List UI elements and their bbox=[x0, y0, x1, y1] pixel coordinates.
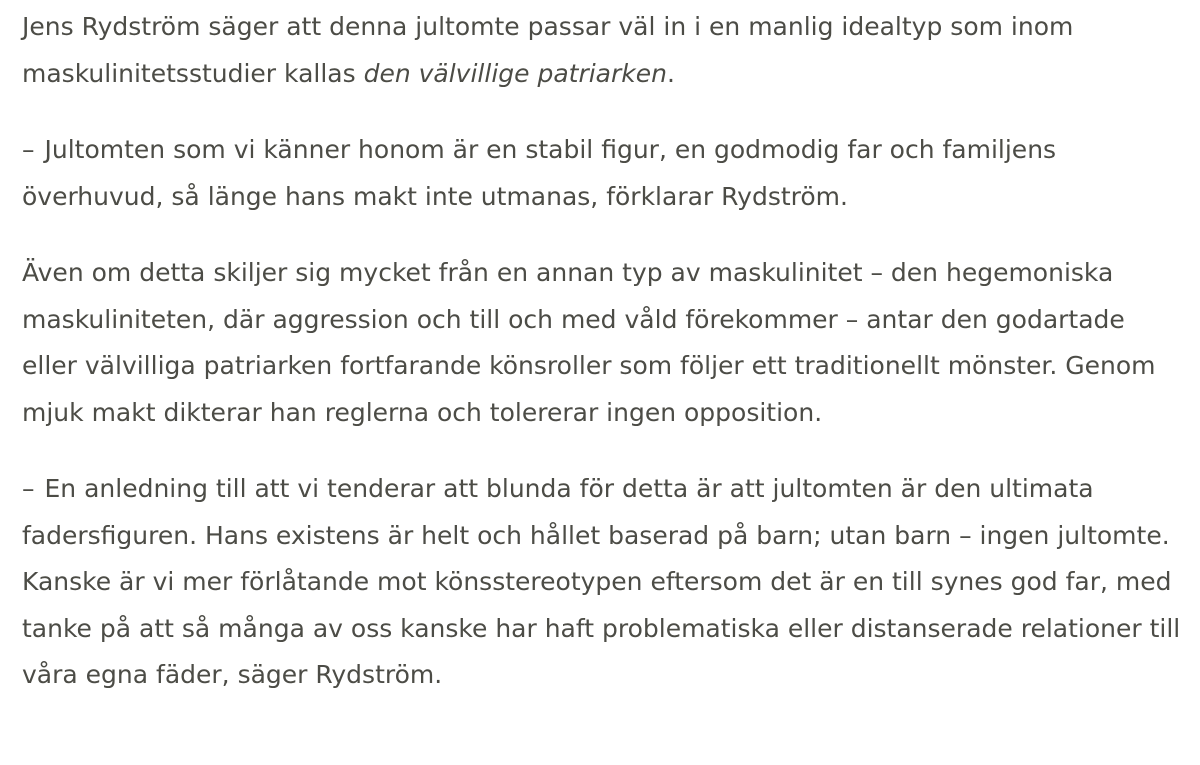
emphasis-term: den välvillige patriarken bbox=[363, 58, 667, 88]
paragraph-1-text: Jens Rydström säger att denna jultomte passar väl in i en manlig idealtyp som inom maskulinitetsstudier kallas bbox=[22, 12, 1074, 88]
paragraph-1-end: . bbox=[666, 58, 675, 88]
paragraph-2-quote bbox=[22, 127, 1182, 220]
paragraph-4-quote bbox=[22, 466, 1182, 699]
quote-dash: – bbox=[22, 135, 35, 164]
paragraph-4-text: En anledning till att vi tenderar att blunda för detta är att jultomten är den ultimata fadersfiguren. Hans existens är helt och hållet baserad på barn; utan barn – ingen jultomte. Kanske är vi mer förlåtande mot könsstereotypen eftersom det är en till synes god far, med tanke på att så många av oss kanske har haft problematiska eller distanserade relationer till våra egna fäder, säger Rydström. bbox=[22, 474, 1181, 689]
paragraph-3-text: Även om detta skiljer sig mycket från en annan typ av maskulinitet – den hegemoniska maskuliniteten, där aggression och till och med våld förekommer – antar den godartade eller välvilliga patriarken fortfarande könsroller som följer ett traditionellt mönster. Genom mjuk makt dikterar han reglerna och tolererar ingen opposition. bbox=[22, 258, 1156, 427]
paragraph-1 bbox=[22, 4, 1182, 97]
quote-dash: – bbox=[22, 474, 35, 503]
paragraph-3 bbox=[22, 250, 1182, 436]
paragraph-2-text: Jultomten som vi känner honom är en stabil figur, en godmodig far och familjens överhuvud, så länge hans makt inte utmanas, förklarar Rydström. bbox=[22, 135, 1057, 211]
